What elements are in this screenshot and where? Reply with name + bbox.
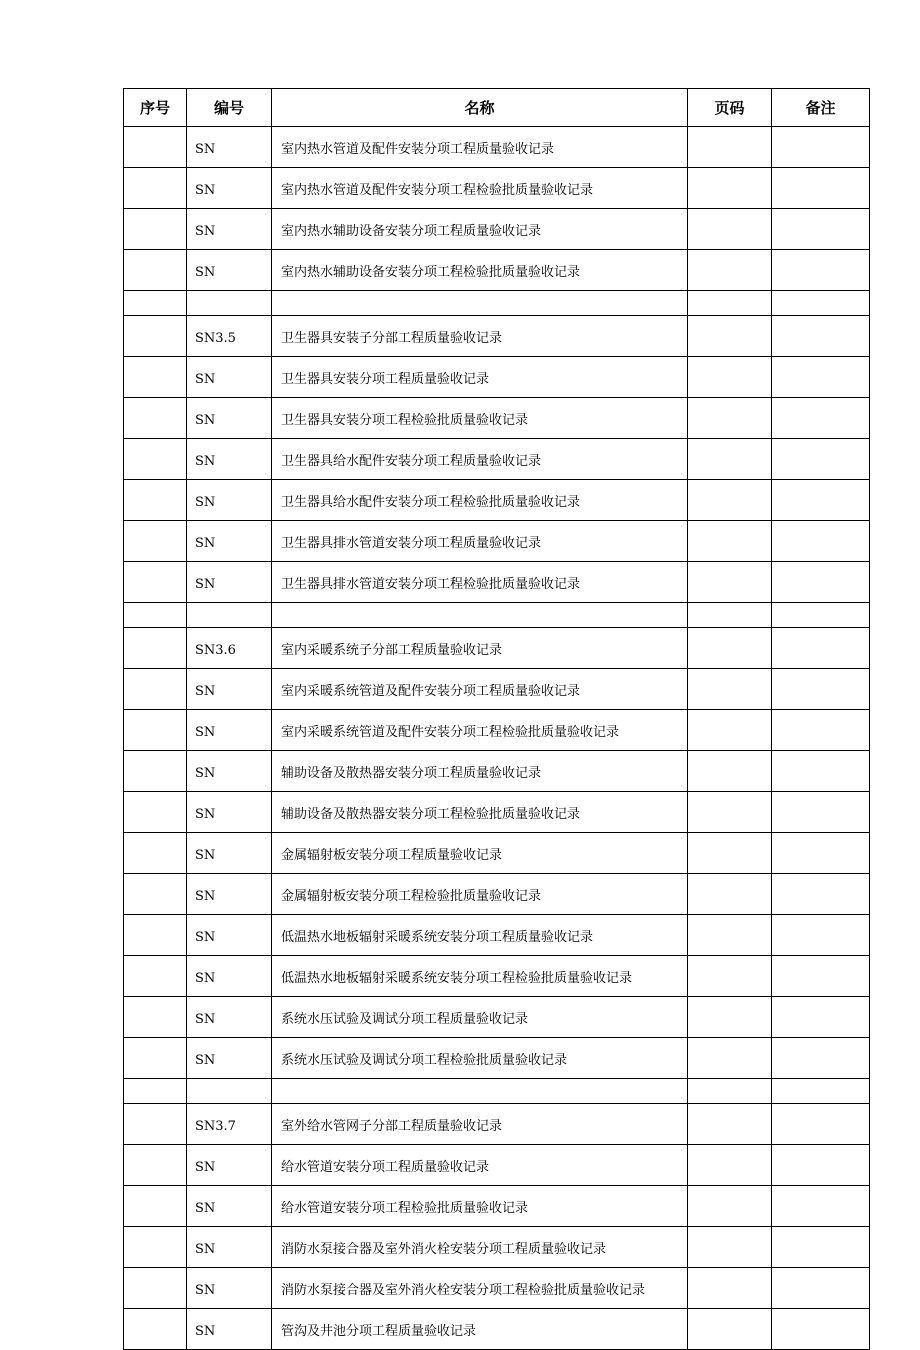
name-cell: 室内热水管道及配件安装分项工程检验批质量验收记录 (272, 168, 688, 209)
name-cell: 卫生器具给水配件安装分项工程质量验收记录 (272, 439, 688, 480)
code-cell: SN3.6 (187, 628, 272, 669)
table-header (124, 89, 870, 127)
code-cell: SN (187, 1227, 272, 1268)
name-cell: 室内采暖系统管道及配件安装分项工程检验批质量验收记录 (272, 710, 688, 751)
table-row (124, 874, 870, 915)
remark-cell (772, 915, 870, 956)
empty-cell (688, 291, 772, 316)
seq-cell (124, 628, 187, 669)
remark-cell (772, 833, 870, 874)
empty-cell (124, 603, 187, 628)
page-cell (688, 398, 772, 439)
code-cell: SN (187, 1186, 272, 1227)
code-cell: SN (187, 357, 272, 398)
table-row (124, 792, 870, 833)
table-row (124, 1104, 870, 1145)
table-row (124, 751, 870, 792)
header-page: 页码 (688, 89, 772, 127)
empty-cell (272, 1079, 688, 1104)
seq-cell (124, 1268, 187, 1309)
name-cell: 给水管道安装分项工程质量验收记录 (272, 1145, 688, 1186)
seq-cell (124, 669, 187, 710)
remark-cell (772, 628, 870, 669)
seq-cell (124, 521, 187, 562)
name-cell: 卫生器具给水配件安装分项工程检验批质量验收记录 (272, 480, 688, 521)
remark-cell (772, 1145, 870, 1186)
remark-cell (772, 956, 870, 997)
page-cell (688, 751, 772, 792)
page-cell (688, 1227, 772, 1268)
seq-cell (124, 710, 187, 751)
code-cell: SN (187, 127, 272, 168)
name-cell: 低温热水地板辐射采暖系统安装分项工程检验批质量验收记录 (272, 956, 688, 997)
remark-cell (772, 168, 870, 209)
page-cell (688, 874, 772, 915)
seq-cell (124, 562, 187, 603)
seq-cell (124, 127, 187, 168)
name-cell: 管沟及井池分项工程质量验收记录 (272, 1309, 688, 1350)
seq-cell (124, 915, 187, 956)
empty-cell (772, 291, 870, 316)
remark-cell (772, 669, 870, 710)
page-cell (688, 628, 772, 669)
table-row (124, 480, 870, 521)
page-cell (688, 439, 772, 480)
spacer-row (124, 1079, 870, 1104)
name-cell: 系统水压试验及调试分项工程检验批质量验收记录 (272, 1038, 688, 1079)
empty-cell (124, 1079, 187, 1104)
table-row (124, 250, 870, 291)
page-cell (688, 1038, 772, 1079)
code-cell: SN (187, 915, 272, 956)
seq-cell (124, 956, 187, 997)
seq-cell (124, 1309, 187, 1350)
seq-cell (124, 316, 187, 357)
seq-cell (124, 751, 187, 792)
page-cell (688, 127, 772, 168)
empty-cell (772, 603, 870, 628)
name-cell: 室内采暖系统子分部工程质量验收记录 (272, 628, 688, 669)
page-cell (688, 1309, 772, 1350)
code-cell: SN (187, 439, 272, 480)
remark-cell (772, 480, 870, 521)
seq-cell (124, 792, 187, 833)
name-cell: 卫生器具排水管道安装分项工程质量验收记录 (272, 521, 688, 562)
table-row (124, 209, 870, 250)
remark-cell (772, 1309, 870, 1350)
remark-cell (772, 250, 870, 291)
table-row (124, 398, 870, 439)
table-row (124, 127, 870, 168)
seq-cell (124, 480, 187, 521)
remark-cell (772, 357, 870, 398)
table-row (124, 915, 870, 956)
code-cell: SN (187, 956, 272, 997)
table-row (124, 439, 870, 480)
table-row (124, 833, 870, 874)
seq-cell (124, 1104, 187, 1145)
empty-cell (124, 291, 187, 316)
code-cell: SN (187, 833, 272, 874)
header-remark: 备注 (772, 89, 870, 127)
name-cell: 室外给水管网子分部工程质量验收记录 (272, 1104, 688, 1145)
table-row (124, 669, 870, 710)
remark-cell (772, 562, 870, 603)
page-cell (688, 915, 772, 956)
remark-cell (772, 521, 870, 562)
table-row (124, 997, 870, 1038)
code-cell: SN (187, 562, 272, 603)
table-row (124, 1038, 870, 1079)
seq-cell (124, 997, 187, 1038)
page-cell (688, 792, 772, 833)
table-row (124, 1309, 870, 1350)
name-cell: 金属辐射板安装分项工程检验批质量验收记录 (272, 874, 688, 915)
name-cell: 辅助设备及散热器安装分项工程质量验收记录 (272, 751, 688, 792)
code-cell: SN (187, 168, 272, 209)
header-code: 编号 (187, 89, 272, 127)
code-cell: SN (187, 751, 272, 792)
page-cell (688, 833, 772, 874)
code-cell: SN (187, 250, 272, 291)
table-row (124, 628, 870, 669)
page-cell (688, 480, 772, 521)
remark-cell (772, 792, 870, 833)
seq-cell (124, 357, 187, 398)
seq-cell (124, 398, 187, 439)
code-cell: SN (187, 1145, 272, 1186)
page-cell (688, 521, 772, 562)
header-row (124, 89, 870, 127)
code-cell: SN3.7 (187, 1104, 272, 1145)
remark-cell (772, 209, 870, 250)
name-cell: 系统水压试验及调试分项工程质量验收记录 (272, 997, 688, 1038)
name-cell: 卫生器具安装子分部工程质量验收记录 (272, 316, 688, 357)
page-cell (688, 997, 772, 1038)
seq-cell (124, 168, 187, 209)
record-table (123, 88, 870, 1350)
page-cell (688, 1104, 772, 1145)
table-row (124, 168, 870, 209)
code-cell: SN (187, 398, 272, 439)
remark-cell (772, 1038, 870, 1079)
page-cell (688, 316, 772, 357)
spacer-row (124, 291, 870, 316)
header-seq: 序号 (124, 89, 187, 127)
code-cell: SN3.5 (187, 316, 272, 357)
remark-cell (772, 1104, 870, 1145)
seq-cell (124, 833, 187, 874)
page-cell (688, 168, 772, 209)
name-cell: 给水管道安装分项工程检验批质量验收记录 (272, 1186, 688, 1227)
table-body (124, 127, 870, 1350)
name-cell: 低温热水地板辐射采暖系统安装分项工程质量验收记录 (272, 915, 688, 956)
code-cell: SN (187, 997, 272, 1038)
table-row (124, 1268, 870, 1309)
seq-cell (124, 209, 187, 250)
name-cell: 卫生器具排水管道安装分项工程检验批质量验收记录 (272, 562, 688, 603)
name-cell: 室内热水管道及配件安装分项工程质量验收记录 (272, 127, 688, 168)
seq-cell (124, 1186, 187, 1227)
code-cell: SN (187, 521, 272, 562)
name-cell: 室内热水辅助设备安装分项工程质量验收记录 (272, 209, 688, 250)
seq-cell (124, 1145, 187, 1186)
empty-cell (272, 603, 688, 628)
page-cell (688, 562, 772, 603)
empty-cell (187, 603, 272, 628)
seq-cell (124, 1227, 187, 1268)
table-row (124, 1145, 870, 1186)
code-cell: SN (187, 480, 272, 521)
table-row (124, 1227, 870, 1268)
name-cell: 金属辐射板安装分项工程质量验收记录 (272, 833, 688, 874)
remark-cell (772, 874, 870, 915)
table-row (124, 956, 870, 997)
remark-cell (772, 1268, 870, 1309)
table-row (124, 357, 870, 398)
remark-cell (772, 439, 870, 480)
page-cell (688, 1145, 772, 1186)
empty-cell (272, 291, 688, 316)
code-cell: SN (187, 874, 272, 915)
seq-cell (124, 250, 187, 291)
code-cell: SN (187, 792, 272, 833)
seq-cell (124, 874, 187, 915)
seq-cell (124, 1038, 187, 1079)
spacer-row (124, 603, 870, 628)
seq-cell (124, 439, 187, 480)
empty-cell (688, 603, 772, 628)
page-cell (688, 956, 772, 997)
name-cell: 辅助设备及散热器安装分项工程检验批质量验收记录 (272, 792, 688, 833)
empty-cell (187, 291, 272, 316)
code-cell: SN (187, 1309, 272, 1350)
empty-cell (688, 1079, 772, 1104)
name-cell: 室内热水辅助设备安装分项工程检验批质量验收记录 (272, 250, 688, 291)
empty-cell (187, 1079, 272, 1104)
name-cell: 卫生器具安装分项工程质量验收记录 (272, 357, 688, 398)
page-cell (688, 1186, 772, 1227)
remark-cell (772, 127, 870, 168)
code-cell: SN (187, 209, 272, 250)
remark-cell (772, 710, 870, 751)
remark-cell (772, 398, 870, 439)
remark-cell (772, 1186, 870, 1227)
page-cell (688, 1268, 772, 1309)
remark-cell (772, 997, 870, 1038)
table-row (124, 562, 870, 603)
page-cell (688, 669, 772, 710)
remark-cell (772, 751, 870, 792)
name-cell: 室内采暖系统管道及配件安装分项工程质量验收记录 (272, 669, 688, 710)
name-cell: 卫生器具安装分项工程检验批质量验收记录 (272, 398, 688, 439)
remark-cell (772, 316, 870, 357)
table-row (124, 1186, 870, 1227)
page-cell (688, 710, 772, 751)
header-name: 名称 (272, 89, 688, 127)
page-cell (688, 209, 772, 250)
name-cell: 消防水泵接合器及室外消火栓安装分项工程质量验收记录 (272, 1227, 688, 1268)
page-cell (688, 357, 772, 398)
remark-cell (772, 1227, 870, 1268)
table-row (124, 316, 870, 357)
name-cell: 消防水泵接合器及室外消火栓安装分项工程检验批质量验收记录 (272, 1268, 688, 1309)
code-cell: SN (187, 710, 272, 751)
empty-cell (772, 1079, 870, 1104)
code-cell: SN (187, 1268, 272, 1309)
table-row (124, 710, 870, 751)
page-cell (688, 250, 772, 291)
code-cell: SN (187, 669, 272, 710)
table-row (124, 521, 870, 562)
code-cell: SN (187, 1038, 272, 1079)
